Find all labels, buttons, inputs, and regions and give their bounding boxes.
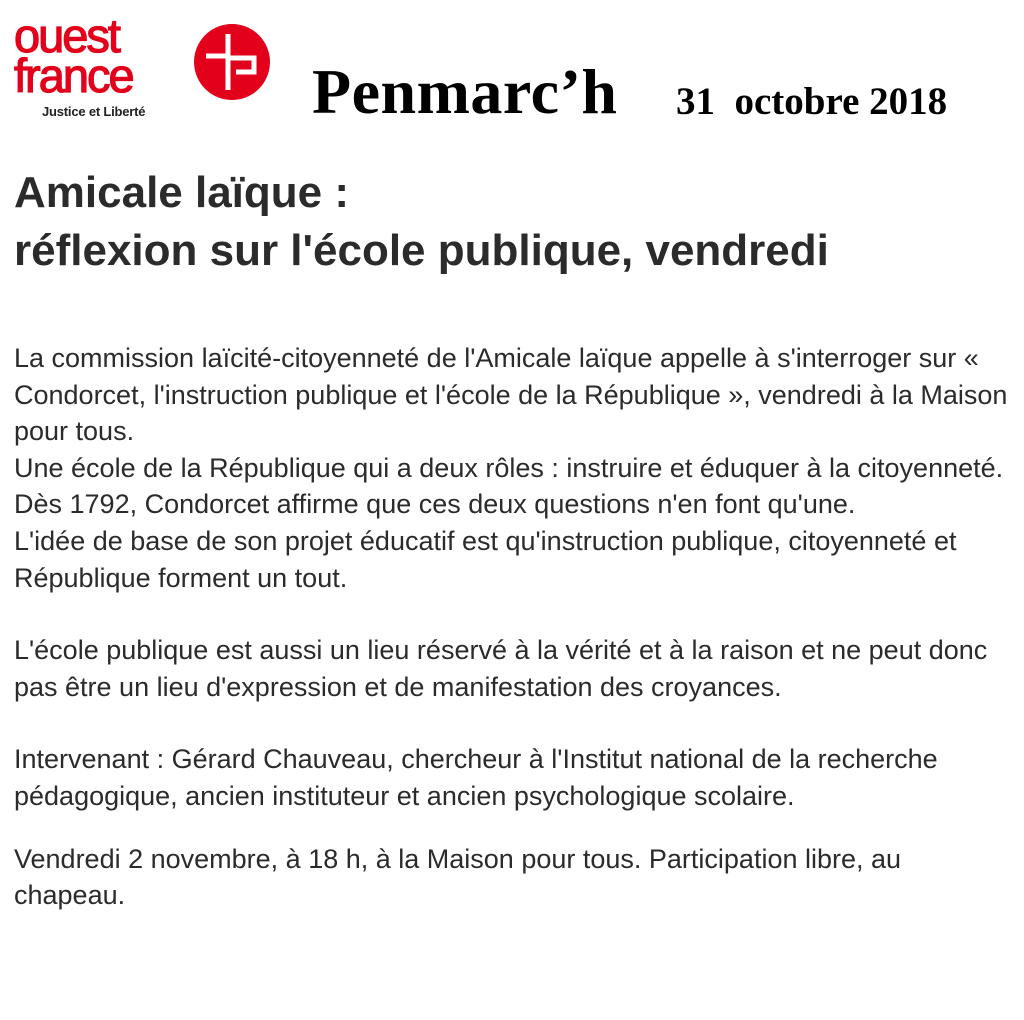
- masthead: [0, 0, 1024, 150]
- article-paragraph-speaker: Intervenant : Gérard Chauveau, chercheur à l'Institut national de la recherche pédagogique, ancien instituteur et ancien psychologique scolaire.: [14, 744, 938, 811]
- publication-date: 31 octobre 2018: [676, 80, 948, 123]
- article-paragraph-intro: La commission laïcité-citoyenneté de l'Amicale laïque appelle à s'interroger sur « Condorcet, l'instruction publique et l'école de la République », vendredi à la Maison pour tous.: [14, 343, 1008, 447]
- article-paragraph-event: Vendredi 2 novembre, à 18 h, à la Maison pour tous. Participation libre, au chapeau.: [14, 843, 902, 911]
- paragraph-spacer: [14, 815, 1014, 841]
- ouest-france-emblem-icon: [192, 22, 272, 102]
- logo-word-france: france: [14, 49, 133, 102]
- article-paragraph-roles: Une école de la République qui a deux rôles : instruire et éduquer à la citoyenneté. Dès 1792, Condorcet affirme que ces deux questions n'en font qu'une.: [14, 452, 1004, 520]
- headline-line-2: réflexion sur l'école publique, vendredi: [14, 226, 829, 275]
- article-headline: [14, 164, 1014, 280]
- headline-line-1: Amicale laïque :: [14, 168, 350, 217]
- logo-word-ouest: ouest: [14, 9, 119, 62]
- place-name: Penmarc’h: [312, 56, 618, 127]
- paragraph-spacer: [14, 705, 1014, 741]
- article-paragraph-project: L'idée de base de son projet éducatif est qu'instruction publique, citoyenneté et République forment un tout.: [14, 525, 957, 593]
- article-body: [14, 340, 1014, 914]
- article-paragraph-school: L'école publique est aussi un lieu réservé à la vérité et à la raison et ne peut donc pas être un lieu d'expression et de manifestation des croyances.: [14, 635, 988, 702]
- ouest-france-logo: [14, 9, 264, 122]
- logo-tagline: Justice et Liberté: [42, 104, 146, 119]
- paragraph-spacer: [14, 596, 1014, 632]
